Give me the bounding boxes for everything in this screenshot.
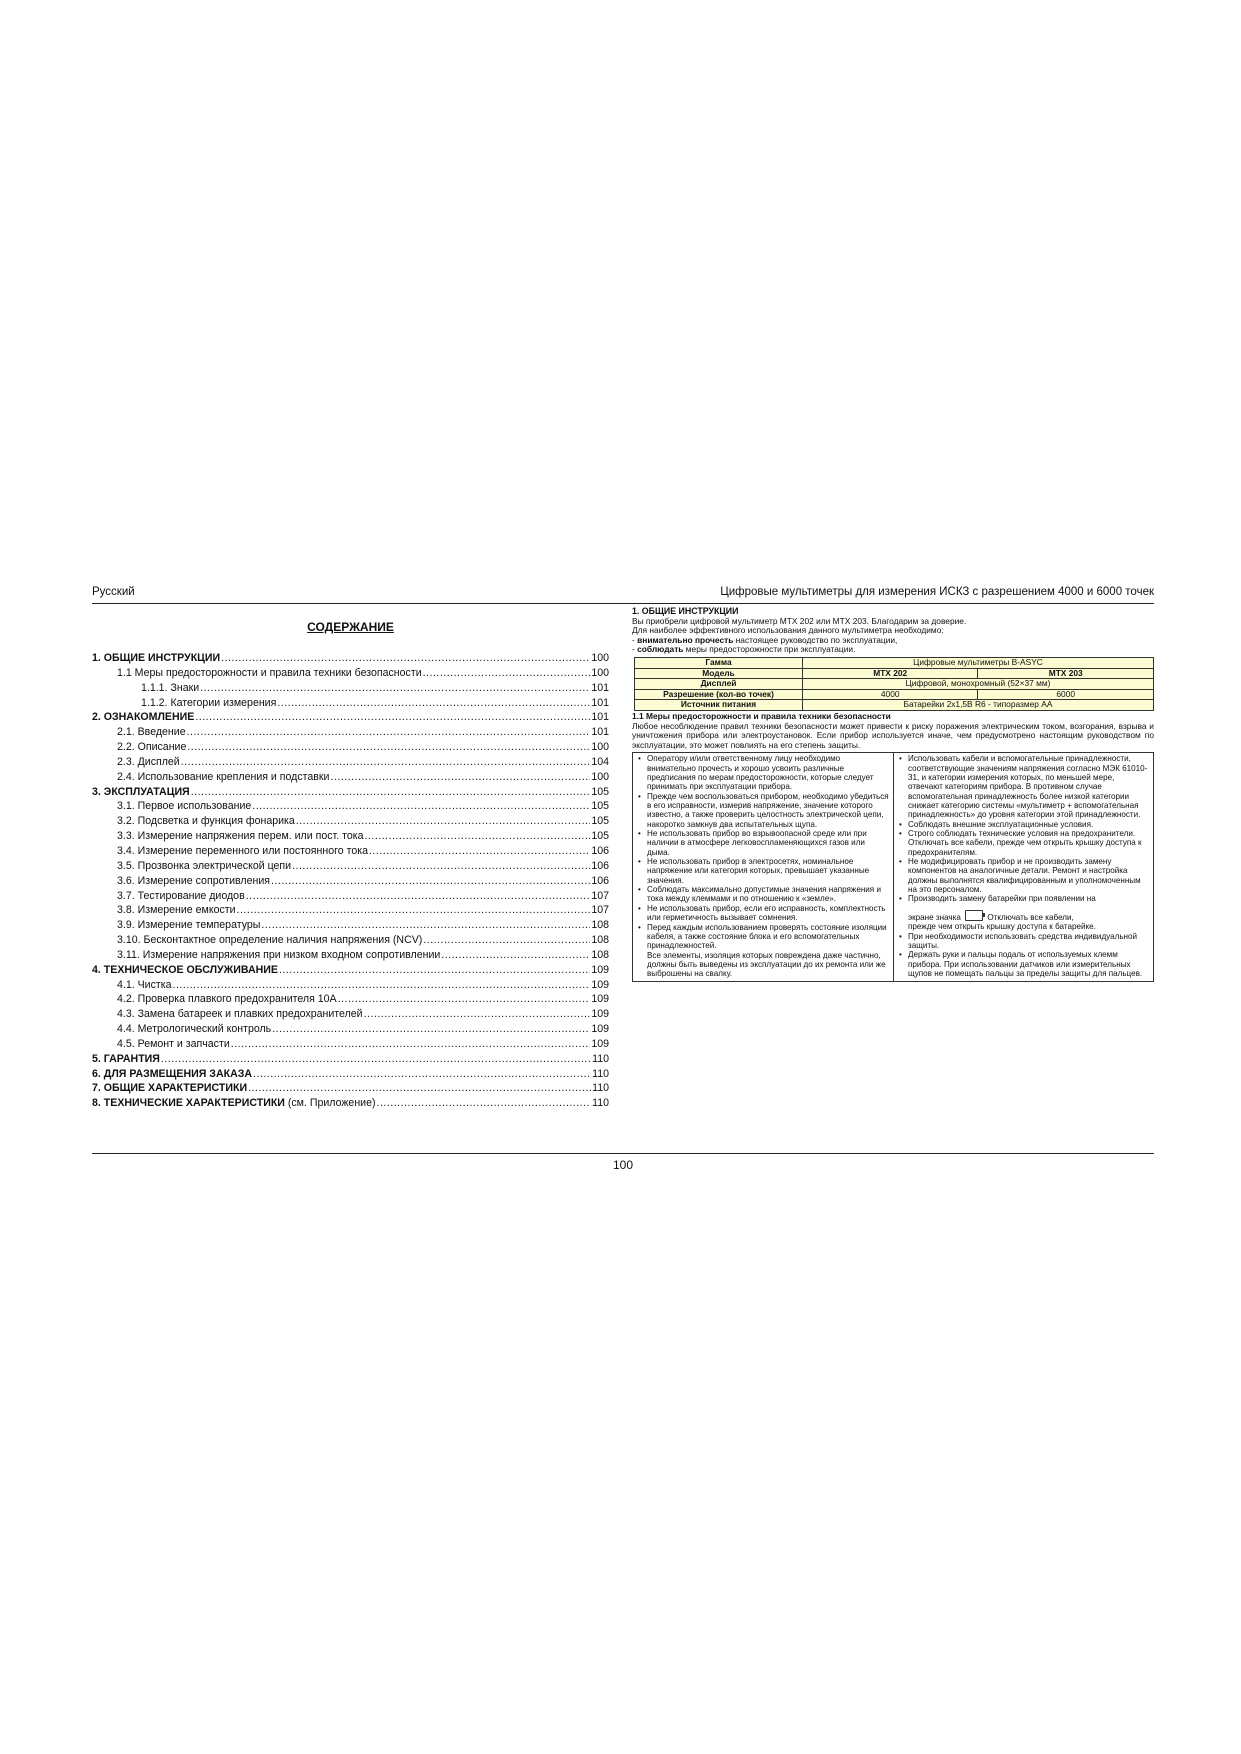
toc-entry-page: 107: [591, 904, 609, 917]
toc-entry-label: 3.11. Измерение напряжения при низком входном сопротивлении: [117, 948, 441, 961]
intro-bullet: - внимательно прочесть настоящее руководство по эксплуатации,: [632, 634, 898, 645]
safety-rules-left: [633, 753, 893, 980]
toc-entry-page: 104: [591, 755, 609, 768]
toc-entry-label: 3. ЭКСПЛУАТАЦИЯ: [92, 785, 190, 798]
toc-entry-label: 3.9. Измерение температуры: [117, 919, 261, 932]
toc-entry-label: 8. ТЕХНИЧЕСКИЕ ХАРАКТЕРИСТИКИ (см. Приложение): [92, 1097, 376, 1110]
toc-entry-label: 4.4. Метрологический контроль: [117, 1023, 272, 1036]
table-cell: Цифровые мультиметры B-ASYC: [803, 657, 1154, 668]
toc-leader-dots: [423, 666, 591, 681]
safety-list: [898, 932, 1149, 979]
toc-entry-label: 3.8. Измерение емкости: [117, 904, 236, 917]
toc-entry[interactable]: [92, 710, 609, 725]
toc-list: [92, 651, 609, 1111]
toc-leader-dots: [253, 1067, 591, 1082]
table-of-contents: [92, 620, 609, 1111]
list-item-text: Перед каждым использованием проверять состояние изоляции кабеля, а также состояние блока и его вспомогательных принадлежностей.: [647, 922, 887, 951]
table-cell: Гамма: [635, 657, 803, 668]
toc-entry-page: 100: [591, 770, 609, 783]
toc-entry-label: 3.3. Измерение напряжения перем. или пост. тока: [117, 830, 364, 843]
toc-entry-page: 110: [592, 1067, 609, 1080]
toc-entry-label: 1.1.2. Категории измерения: [141, 696, 277, 709]
toc-leader-dots: [277, 696, 590, 711]
toc-entry[interactable]: [92, 696, 609, 711]
toc-entry[interactable]: [92, 874, 609, 889]
language-label: Русский: [92, 586, 135, 598]
toc-leader-dots: [441, 948, 590, 963]
toc-entry[interactable]: [92, 1007, 609, 1022]
toc-leader-dots: [272, 1022, 590, 1037]
toc-entry[interactable]: [92, 1037, 609, 1052]
toc-entry[interactable]: [92, 978, 609, 993]
toc-entry-label: 3.6. Измерение сопротивления: [117, 874, 270, 887]
document-title: Цифровые мультиметры для измерения ИСКЗ с разрешением 4000 и 6000 точек: [720, 586, 1154, 598]
safety-text: Любое несоблюдение правил техники безопасности может привести к риску поражения электрическим током, возгорания, взрыва и уничтожения прибора или электроустановок. Если прибор используется иначе, чем предусмотрено настоящим руководством по эксплуатации, это может повлиять на его степень защиты.: [632, 720, 1154, 750]
toc-entry[interactable]: [92, 785, 609, 800]
toc-leader-dots: [246, 889, 591, 904]
toc-entry-page: 106: [591, 874, 609, 887]
toc-entry-page: 105: [591, 800, 609, 813]
toc-leader-dots: [330, 770, 590, 785]
toc-entry-label: 3.1. Первое использование: [117, 800, 252, 813]
toc-entry[interactable]: [92, 725, 609, 740]
toc-entry-label: 2.3. Дисплей: [117, 755, 180, 768]
page-header: [92, 586, 1154, 604]
toc-entry-page: 110: [592, 1097, 609, 1110]
table-row: [635, 657, 1154, 668]
toc-entry-page: 101: [591, 681, 609, 694]
toc-leader-dots: [221, 651, 590, 666]
battery-icon: [965, 910, 983, 921]
toc-entry[interactable]: [92, 859, 609, 874]
toc-leader-dots: [261, 918, 590, 933]
toc-entry-label: 3.5. Прозвонка электрической цепи: [117, 859, 292, 872]
toc-leader-dots: [191, 785, 591, 800]
general-instructions-column: [632, 607, 1154, 982]
toc-entry-page: 109: [591, 978, 609, 991]
table-cell: MTX 203: [978, 668, 1154, 679]
list-item: • Не модифицировать прибор и не производить замену компонентов на аналогичные детали. Ремонт и настройка должны выполнятся квалифицированным и уполномоченным на это персоналом.: [898, 857, 1149, 894]
toc-entry[interactable]: [92, 740, 609, 755]
table-cell: MTX 202: [803, 668, 978, 679]
toc-entry-page: 109: [591, 1008, 609, 1021]
toc-entry-label: 2.2. Описание: [117, 741, 187, 754]
toc-entry-label: 2.1. Введение: [117, 726, 186, 739]
list-item: [898, 894, 1149, 931]
table-cell: Модель: [635, 668, 803, 679]
toc-entry[interactable]: [92, 829, 609, 844]
safety-list: [637, 923, 889, 979]
toc-entry-label: 2. ОЗНАКОМЛЕНИЕ: [92, 711, 195, 724]
list-item: • Держать руки и пальцы подаль от используемых клемм прибора. При использовании датчиков или измерительных щупов не помещать пальцы за пределы защиты для пальцев.: [898, 950, 1149, 978]
toc-entry-label: 1. ОБЩИЕ ИНСТРУКЦИИ: [92, 652, 221, 664]
table-cell: 4000: [803, 689, 978, 700]
toc-leader-dots: [231, 1037, 591, 1052]
toc-leader-dots: [338, 992, 591, 1007]
toc-entry-page: 110: [592, 1052, 609, 1065]
footer-divider: [92, 1153, 1154, 1154]
toc-entry-page: 109: [591, 1037, 609, 1050]
toc-entry-label: 3.4. Измерение переменного или постоянного тока: [117, 844, 368, 857]
safety-list: [637, 754, 889, 922]
toc-entry-page: 101: [591, 726, 609, 739]
safety-list: [898, 754, 1149, 894]
page-number: 100: [612, 1158, 634, 1172]
toc-entry-page: 101: [591, 711, 609, 724]
toc-entry-label: 3.7. Тестирование диодов: [117, 889, 245, 902]
toc-entry[interactable]: [92, 814, 609, 829]
toc-leader-dots: [369, 844, 590, 859]
list-item: • При необходимости использовать средства индивидуальной защиты.: [898, 932, 1149, 951]
section-title: 1. ОБЩИЕ ИНСТРУКЦИИ: [632, 606, 739, 616]
toc-entry-page: 108: [591, 934, 609, 947]
toc-entry-page: 105: [591, 830, 609, 843]
toc-entry-label: 5. ГАРАНТИЯ: [92, 1052, 160, 1065]
toc-entry-page: 106: [591, 859, 609, 872]
toc-leader-dots: [187, 725, 591, 740]
toc-leader-dots: [271, 874, 590, 889]
list-item: • Соблюдать внешние эксплуатационные условия.: [898, 820, 1149, 829]
toc-entry[interactable]: [92, 1067, 609, 1082]
toc-entry-label: 3.10. Бесконтактное определение наличия напряжения (NCV): [117, 934, 423, 947]
toc-leader-dots: [161, 1052, 591, 1067]
toc-entry[interactable]: [92, 666, 609, 681]
table-row: [635, 700, 1154, 711]
toc-leader-dots: [181, 755, 591, 770]
toc-leader-dots: [248, 1081, 591, 1096]
toc-leader-dots: [364, 1007, 591, 1022]
table-row: [635, 689, 1154, 700]
table-cell: 6000: [978, 689, 1154, 700]
toc-leader-dots: [252, 799, 590, 814]
list-item: • Строго соблюдать технические условия на предохранители. Отключать все кабели, прежде чем открыть крышку доступа к предохранителям.: [898, 829, 1149, 857]
toc-entry-page: 106: [591, 844, 609, 857]
toc-entry[interactable]: [92, 889, 609, 904]
toc-leader-dots: [296, 814, 591, 829]
list-item: • Не использовать прибор во взрывоопасной среде или при наличии в атмосфере легковоспламеняющихся газов или дыма.: [637, 829, 889, 857]
toc-title: СОДЕРЖАНИЕ: [307, 620, 394, 634]
list-item-text: Все элементы, изоляция которых повреждена даже частично, должны быть выведены из эксплуатации до их ремонта или же выброшены на свалку.: [647, 950, 886, 979]
list-item: • Прежде чем воспользоваться прибором, необходимо убедиться в его исправности, измерив напряжение, значение которого известно, а также проверить целостность электрической цепи, накоротко замкнув два испытательных щупа.: [637, 792, 889, 829]
toc-entry[interactable]: [92, 1096, 609, 1111]
toc-entry-label: 3.2. Подсветка и функция фонарика: [117, 815, 295, 828]
toc-entry-label: 2.4. Использование крепления и подставки: [117, 770, 330, 783]
toc-entry[interactable]: [92, 770, 609, 785]
header-divider: [92, 603, 1154, 604]
toc-entry-page: 108: [591, 948, 609, 961]
intro-line: Вы приобрели цифровой мультиметр MTX 202 или MTX 203. Благодарим за доверие.: [632, 615, 967, 626]
intro-line: Для наиболее эффективного использования данного мультиметра необходимо:: [632, 625, 944, 636]
table-cell: Дисплей: [635, 679, 803, 690]
toc-entry-page: 100: [591, 666, 609, 679]
toc-entry-label: 1.1 Меры предосторожности и правила техники безопасности: [117, 666, 422, 679]
toc-entry-page: 107: [591, 889, 609, 902]
toc-entry[interactable]: [92, 903, 609, 918]
list-item: • Использовать кабели и вспомогательные принадлежности, соответствующие значениям напряжения согласно МЭК 61010-31, и категории измерения которых, по меньшей мере, отвечают категориям прибора. В противном случае вспомогательная принадлежность более низкой категории снижает категорию системы «мультиметр + вспомогательная принадлежность» до уровня категории этой принадлежности.: [898, 754, 1149, 819]
toc-entry-label: 4. ТЕХНИЧЕСКОЕ ОБСЛУЖИВАНИЕ: [92, 963, 278, 976]
table-row: [635, 668, 1154, 679]
table-cell: Цифровой, монохромный (52×37 мм): [803, 679, 1154, 690]
safety-list: [898, 894, 1149, 931]
list-item: • Не использовать прибор, если его исправность, комплектность или герметичность вызывает сомнения.: [637, 904, 889, 923]
table-row: [635, 679, 1154, 690]
toc-leader-dots: [423, 933, 590, 948]
toc-leader-dots: [377, 1096, 592, 1111]
toc-entry-page: 108: [591, 919, 609, 932]
safety-title: 1.1 Меры предосторожности и правила техники безопасности: [632, 710, 891, 721]
toc-entry[interactable]: [92, 948, 609, 963]
toc-entry-label: 4.2. Проверка плавкого предохранителя 10А: [117, 993, 337, 1006]
toc-leader-dots: [173, 978, 591, 993]
toc-entry-label: 7. ОБЩИЕ ХАРАКТЕРИСТИКИ: [92, 1082, 248, 1095]
toc-entry[interactable]: [92, 1022, 609, 1037]
toc-entry[interactable]: [92, 963, 609, 978]
list-item: • Соблюдать максимально допустимые значения напряжения и тока между клеммами и по отношению к «земле».: [637, 885, 889, 904]
toc-entry-label: 4.5. Ремонт и запчасти: [117, 1037, 230, 1050]
toc-entry[interactable]: [92, 755, 609, 770]
toc-entry-page: 109: [591, 963, 609, 976]
list-item-text: Производить замену батарейки при появлении на: [908, 894, 1096, 904]
list-item-text: прежде чем открыть крышку доступа к батарейке.: [908, 922, 1096, 932]
toc-leader-dots: [237, 903, 591, 918]
toc-leader-dots: [292, 859, 590, 874]
list-item-text: экране значка Отключать все кабели,: [908, 910, 1149, 922]
toc-entry-page: 105: [591, 785, 609, 798]
toc-entry-label: 1.1.1. Знаки: [141, 681, 200, 694]
table-cell: Разрешение (кол-во точек): [635, 689, 803, 700]
toc-entry[interactable]: [92, 651, 609, 666]
safety-rules-right: [893, 753, 1153, 980]
toc-leader-dots: [364, 829, 590, 844]
intro-bullet: - соблюдать меры предосторожности при эксплуатации.: [632, 644, 856, 655]
toc-entry[interactable]: [92, 1081, 609, 1096]
toc-leader-dots: [279, 963, 590, 978]
toc-entry-page: 101: [591, 696, 609, 709]
toc-entry-page: 110: [592, 1082, 609, 1095]
safety-rules-box: [632, 752, 1154, 981]
toc-entry[interactable]: [92, 799, 609, 814]
toc-entry-label: 4.1. Чистка: [117, 978, 172, 991]
table-cell: Источник питания: [635, 700, 803, 711]
spec-table: [634, 657, 1154, 711]
toc-entry-page: 100: [591, 741, 609, 754]
toc-entry[interactable]: [92, 681, 609, 696]
toc-leader-dots: [187, 740, 590, 755]
general-instructions: [632, 607, 1154, 655]
toc-entry[interactable]: [92, 1052, 609, 1067]
manual-page: [92, 586, 1154, 1176]
toc-leader-dots: [195, 710, 590, 725]
toc-entry-page: 109: [591, 993, 609, 1006]
toc-entry-label: 4.3. Замена батареек и плавких предохранителей: [117, 1008, 363, 1021]
table-cell: Батарейки 2x1,5В R6 - типоразмер AA: [803, 700, 1154, 711]
toc-entry-page: 105: [591, 815, 609, 828]
list-item: [637, 923, 889, 979]
toc-leader-dots: [200, 681, 590, 696]
toc-entry[interactable]: [92, 918, 609, 933]
toc-entry-page: 100: [591, 652, 609, 664]
toc-entry[interactable]: [92, 844, 609, 859]
list-item: • Не использовать прибор в электросетях, номинальное напряжение или категория которых, превышает указанные значения.: [637, 857, 889, 885]
toc-entry[interactable]: [92, 933, 609, 948]
toc-entry-page: 109: [591, 1023, 609, 1036]
toc-entry[interactable]: [92, 992, 609, 1007]
toc-entry-label: 6. ДЛЯ РАЗМЕЩЕНИЯ ЗАКАЗА: [92, 1067, 253, 1080]
list-item: • Оператору и/или ответственному лицу необходимо внимательно прочесть и хорошо усвоить различные предписания по мерам предосторожности, которые следует принимать при эксплуатации прибора.: [637, 754, 889, 791]
